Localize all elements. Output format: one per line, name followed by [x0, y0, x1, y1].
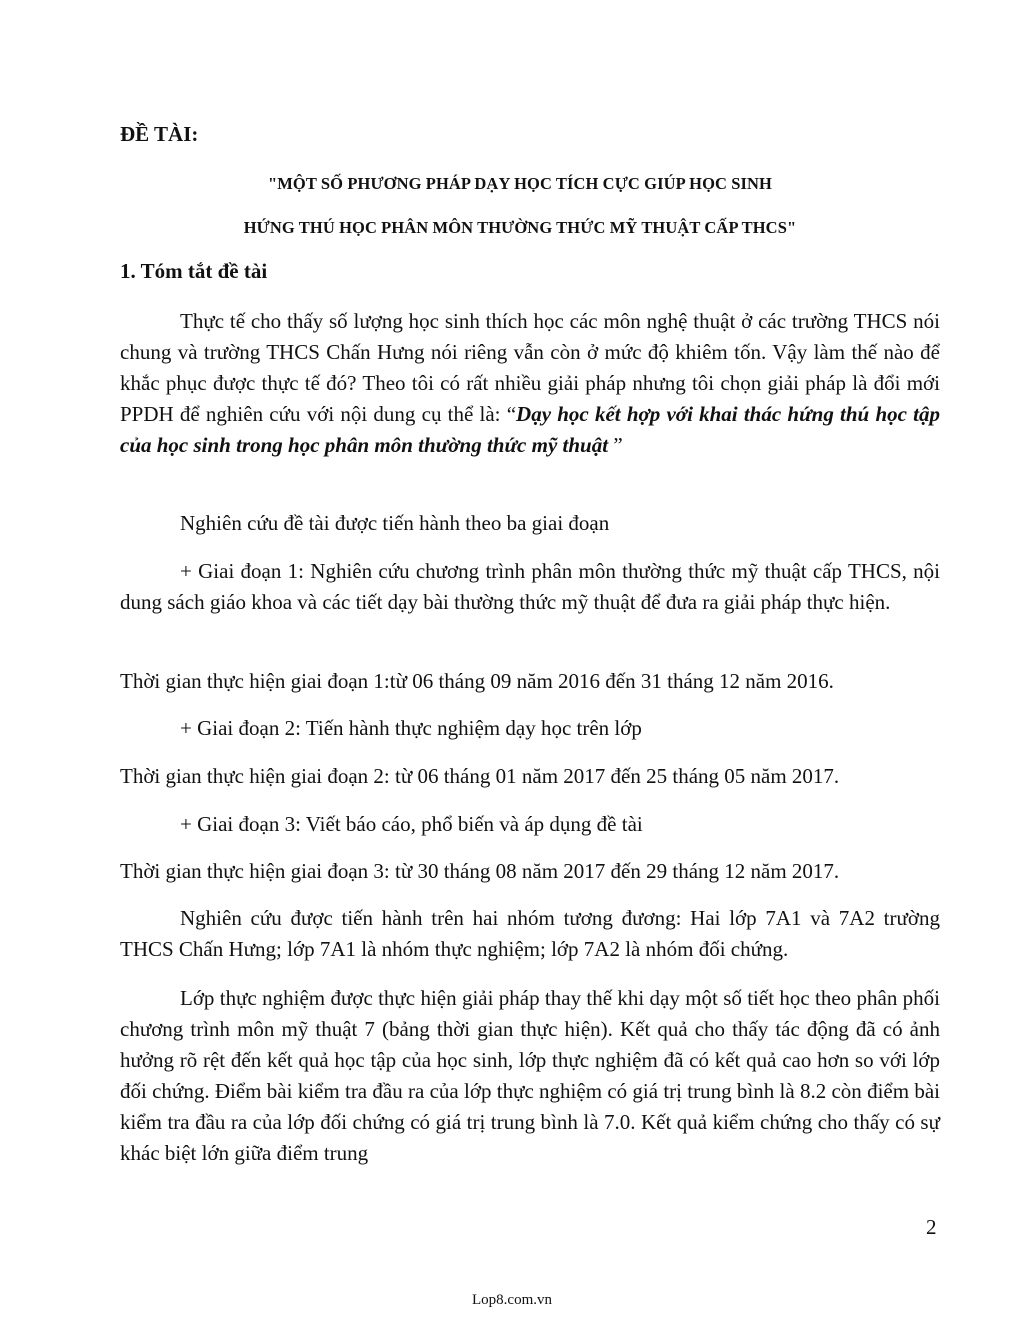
paragraph-stage-1-time: Thời gian thực hiện giai đoạn 1:từ 06 tháng 09 năm 2016 đến 31 tháng 12 năm 2016. [120, 669, 834, 693]
paragraph-intro-text: Thực tế cho thấy số lượng học sinh thích học các môn nghệ thuật ở các trường THCS nói chung và trường THCS Chấn Hưng nói riêng vẫn còn ở mức độ khiêm tốn. Vậy làm thế nào để khắc phục được thực tế đó? Theo tôi có rất nhiều giải pháp nhưng tôi chọn giải pháp là đổi mới PPDH để nghiên cứu với nội dung cụ thể là: “ [120, 309, 940, 426]
title-line-2: HỨNG THÚ HỌC PHÂN MÔN THƯỜNG THỨC MỸ THUẬT CẤP THCS" [243, 218, 797, 237]
paragraph-groups: Nghiên cứu được tiến hành trên hai nhóm tương đương: Hai lớp 7A1 và 7A2 trường THCS Chấn Hưng; lớp 7A1 là nhóm thực nghiệm; lớp 7A2 là nhóm đối chứng. [120, 906, 940, 961]
paragraph-stage-3: + Giai đoạn 3: Viết báo cáo, phổ biến và áp dụng đề tài [180, 812, 643, 836]
paragraph-intro-emphasis: Dạy học kết hợp với khai thác hứng thú học tập của học sinh trong học phân môn thường thức mỹ thuật [120, 402, 940, 457]
paragraph-results: Lớp thực nghiệm được thực hiện giải pháp thay thế khi dạy một số tiết học theo phân phối chương trình môn mỹ thuật 7 (bảng thời gian thực hiện). Kết quả cho thấy tác động đã có ảnh hưởng rõ rệt đến kết quả học tập của học sinh, lớp thực nghiệm đã có kết quả cao hơn so với lớp đối chứng. Điểm bài kiểm tra đầu ra của lớp thực nghiệm có giá trị trung bình là 8.2 còn điểm bài kiểm tra đầu ra của lớp đối chứng có giá trị trung bình là 7.0. Kết quả kiểm chứng cho thấy có sự khác biệt lớn giữa điểm trung [120, 986, 940, 1165]
paragraph-stage-2-time: Thời gian thực hiện giai đoạn 2: từ 06 tháng 01 năm 2017 đến 25 tháng 05 năm 2017. [120, 764, 840, 788]
heading: ĐỀ TÀI: [120, 122, 199, 146]
paragraph-intro [120, 306, 940, 461]
page-number: 2 [926, 1215, 937, 1239]
paragraph-stage-3-time: Thời gian thực hiện giai đoạn 3: từ 30 tháng 08 năm 2017 đến 29 tháng 12 năm 2017. [120, 859, 840, 883]
paragraph-stages-intro: Nghiên cứu đề tài được tiến hành theo ba giai đoạn [180, 511, 610, 535]
paragraph-stage-2: + Giai đoạn 2: Tiến hành thực nghiệm dạy học trên lớp [180, 716, 642, 740]
title-line-1: "MỘT SỐ PHƯƠNG PHÁP DẠY HỌC TÍCH CỰC GIÚP HỌC SINH [268, 174, 772, 193]
footer-site: Lop8.com.vn [472, 1292, 552, 1308]
paragraph-stage-1: + Giai đoạn 1: Nghiên cứu chương trình phân môn thường thức mỹ thuật cấp THCS, nội dung sách giáo khoa và các tiết dạy bài thường thức mỹ thuật để đưa ra giải pháp thực hiện. [120, 559, 940, 614]
section-title: 1. Tóm tắt đề tài [120, 259, 268, 283]
paragraph-intro-end: ” [608, 433, 623, 457]
